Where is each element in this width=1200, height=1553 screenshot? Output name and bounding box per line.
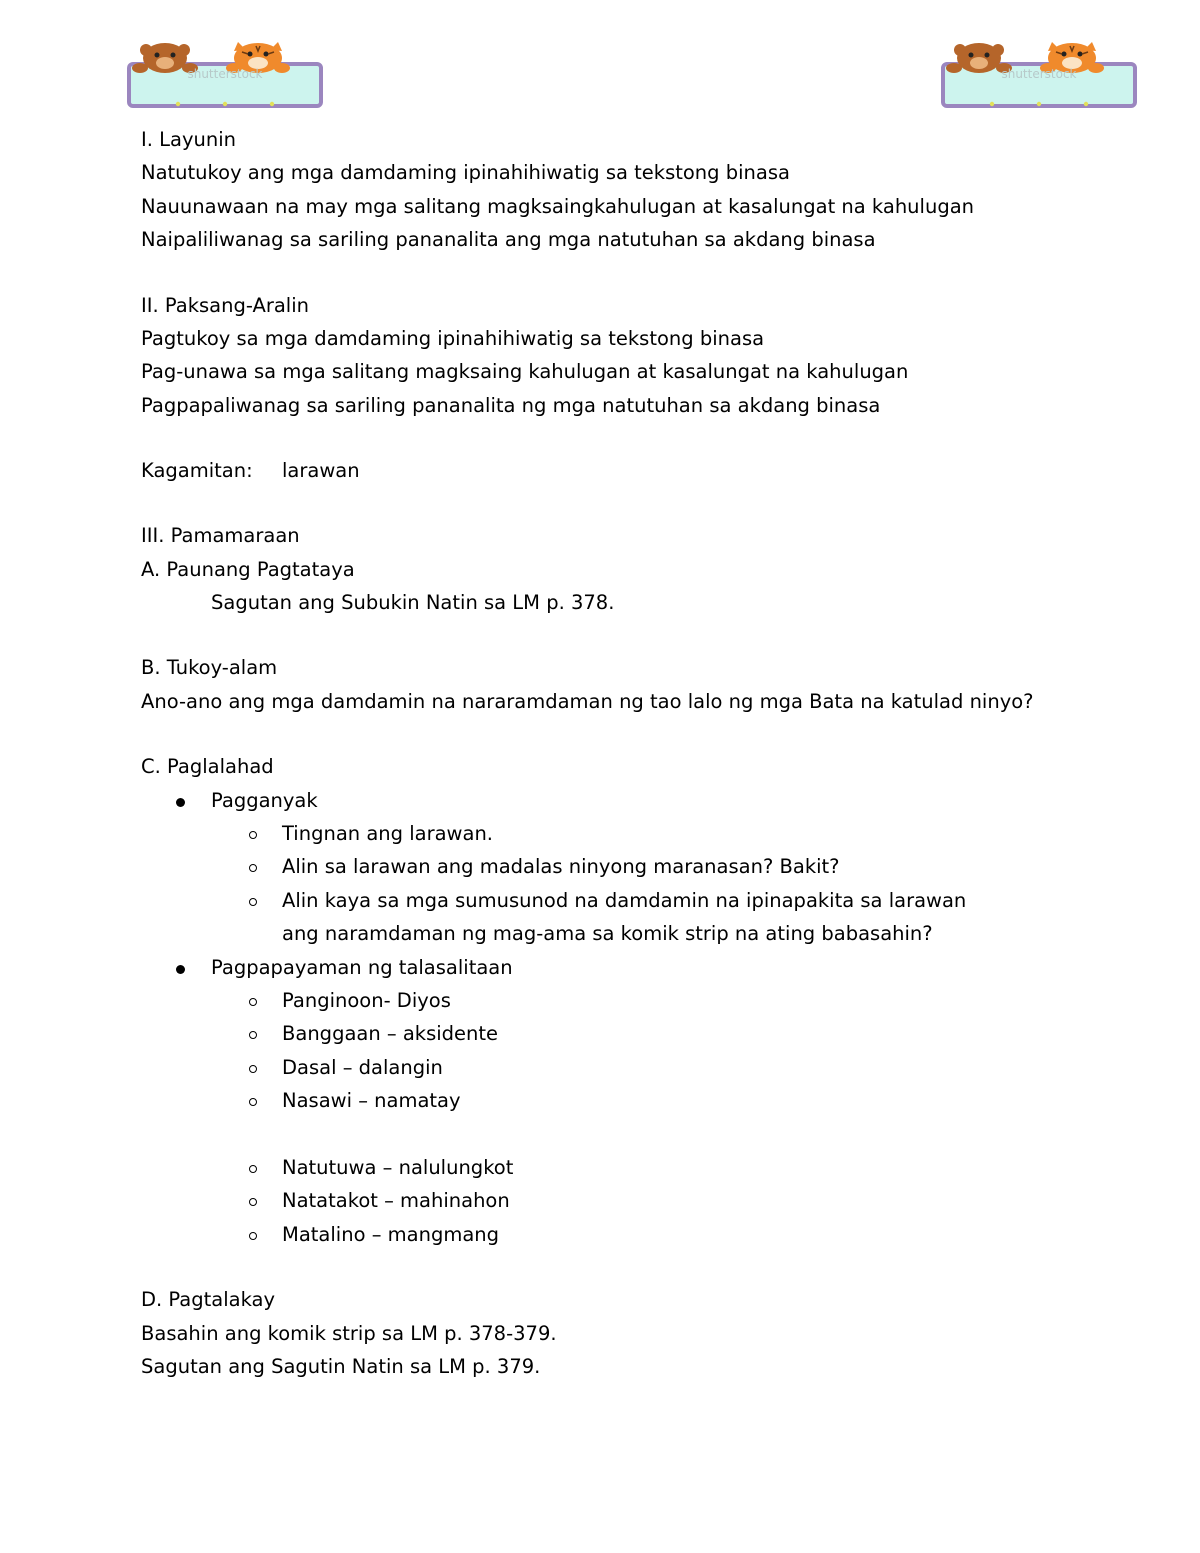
list-item <box>141 951 1101 984</box>
list-item <box>141 1084 1101 1117</box>
sub-item-text: Natutuwa – nalulungkot <box>282 1156 514 1179</box>
sub-item-text: Nasawi – namatay <box>282 1089 461 1113</box>
list-item <box>141 1151 1101 1184</box>
layunin-line: Naipaliliwanag sa sariling pananalita ang mga natutuhan sa akdang binasa <box>141 228 876 252</box>
hollow-circle-bullet-icon <box>249 1065 257 1073</box>
layunin-line: Nauunawaan na may mga salitang magksaingkahulugan at kasalungat na kahulugan <box>141 194 975 218</box>
sub-item-text: Banggaan – aksidente <box>282 1022 499 1046</box>
sub-item-text: Matalino – mangmang <box>282 1222 500 1246</box>
filled-circle-bullet-icon <box>176 965 185 974</box>
list-item <box>141 1017 1101 1050</box>
kagamitan-value: larawan <box>282 459 360 483</box>
list-item <box>141 1184 1101 1217</box>
section-heading-layunin: I. Layunin <box>141 128 236 151</box>
bullet-label: Pagpapayaman ng talasalitaan <box>211 955 513 979</box>
list-item <box>141 817 1101 850</box>
subsection-a-text: Sagutan ang Subukin Natin sa LM p. 378. <box>211 591 615 615</box>
hollow-circle-bullet-icon <box>249 998 257 1006</box>
list-item <box>141 784 1101 817</box>
hollow-circle-bullet-icon <box>249 1198 257 1206</box>
bear-and-tiger-banner-icon <box>940 38 1138 110</box>
paksang-aralin-line: Pagpapaliwanag sa sariling pananalita ng mga natutuhan sa akdang binasa <box>141 393 881 417</box>
list-item <box>141 884 1101 951</box>
bear-and-tiger-banner-icon <box>126 38 324 110</box>
subsection-d-line: Basahin ang komik strip sa LM p. 378-379. <box>141 1321 557 1345</box>
paksang-aralin-line: Pagtukoy sa mga damdaming ipinahihiwatig sa tekstong binasa <box>141 326 765 350</box>
kagamitan-label: Kagamitan: <box>141 459 253 483</box>
hollow-circle-bullet-icon <box>249 1232 257 1240</box>
hollow-circle-bullet-icon <box>249 831 257 839</box>
hollow-circle-bullet-icon <box>249 1098 257 1106</box>
subsection-heading-a: A. Paunang Pagtataya <box>141 557 355 581</box>
hollow-circle-bullet-icon <box>249 1031 257 1039</box>
list-item <box>141 984 1101 1017</box>
spacer <box>141 620 1101 652</box>
sub-item-text: Alin kaya sa mga sumusunod na damdamin na ipinapakita sa larawan ang naramdaman ng mag-ama sa komik strip na ating babasahin? <box>282 888 967 946</box>
subsection-d-line: Sagutan ang Sagutin Natin sa LM p. 379. <box>141 1354 541 1378</box>
section-heading-paksang-aralin: II. Paksang-Aralin <box>141 293 309 317</box>
hollow-circle-bullet-icon <box>249 1165 257 1173</box>
list-item <box>141 850 1101 883</box>
sub-item-text: Panginoon- Diyos <box>282 988 451 1012</box>
document-body <box>141 123 1101 1383</box>
hollow-circle-bullet-icon <box>249 898 257 906</box>
sub-item-text: Natatakot – mahinahon <box>282 1189 510 1213</box>
list-item <box>141 1218 1101 1251</box>
paksang-aralin-line: Pag-unawa sa mga salitang magksaing kahulugan at kasalungat na kahulugan <box>141 360 909 384</box>
layunin-line: Natutukoy ang mga damdaming ipinahihiwatig sa tekstong binasa <box>141 161 790 185</box>
spacer <box>141 257 1101 289</box>
watermark-text: shutterstock <box>1001 67 1077 81</box>
list-item <box>141 1051 1101 1084</box>
hollow-circle-bullet-icon <box>249 864 257 872</box>
kagamitan-row <box>141 454 1101 487</box>
header-image-left <box>126 38 324 110</box>
spacer <box>141 718 1101 750</box>
header-image-right <box>940 38 1138 110</box>
spacer <box>141 1251 1101 1283</box>
spacer <box>141 422 1101 454</box>
spacer <box>141 1118 1101 1151</box>
bullet-label: Pagganyak <box>211 788 318 812</box>
section-heading-pamamaraan: III. Pamamaraan <box>141 524 300 548</box>
sub-item-text: Alin sa larawan ang madalas ninyong maranasan? Bakit? <box>282 855 840 879</box>
subsection-heading-b: B. Tukoy-alam <box>141 656 278 680</box>
sub-item-text: Tingnan ang larawan. <box>282 821 494 845</box>
watermark-text: shutterstock <box>187 67 263 81</box>
subsection-b-text: Ano-ano ang mga damdamin na nararamdaman ng tao lalo ng mga Bata na katulad ninyo? <box>141 689 1034 713</box>
subsection-heading-d: D. Pagtalakay <box>141 1288 276 1312</box>
sub-item-text: Dasal – dalangin <box>282 1055 443 1079</box>
spacer <box>141 487 1101 519</box>
filled-circle-bullet-icon <box>176 798 185 807</box>
subsection-heading-c: C. Paglalahad <box>141 755 274 779</box>
